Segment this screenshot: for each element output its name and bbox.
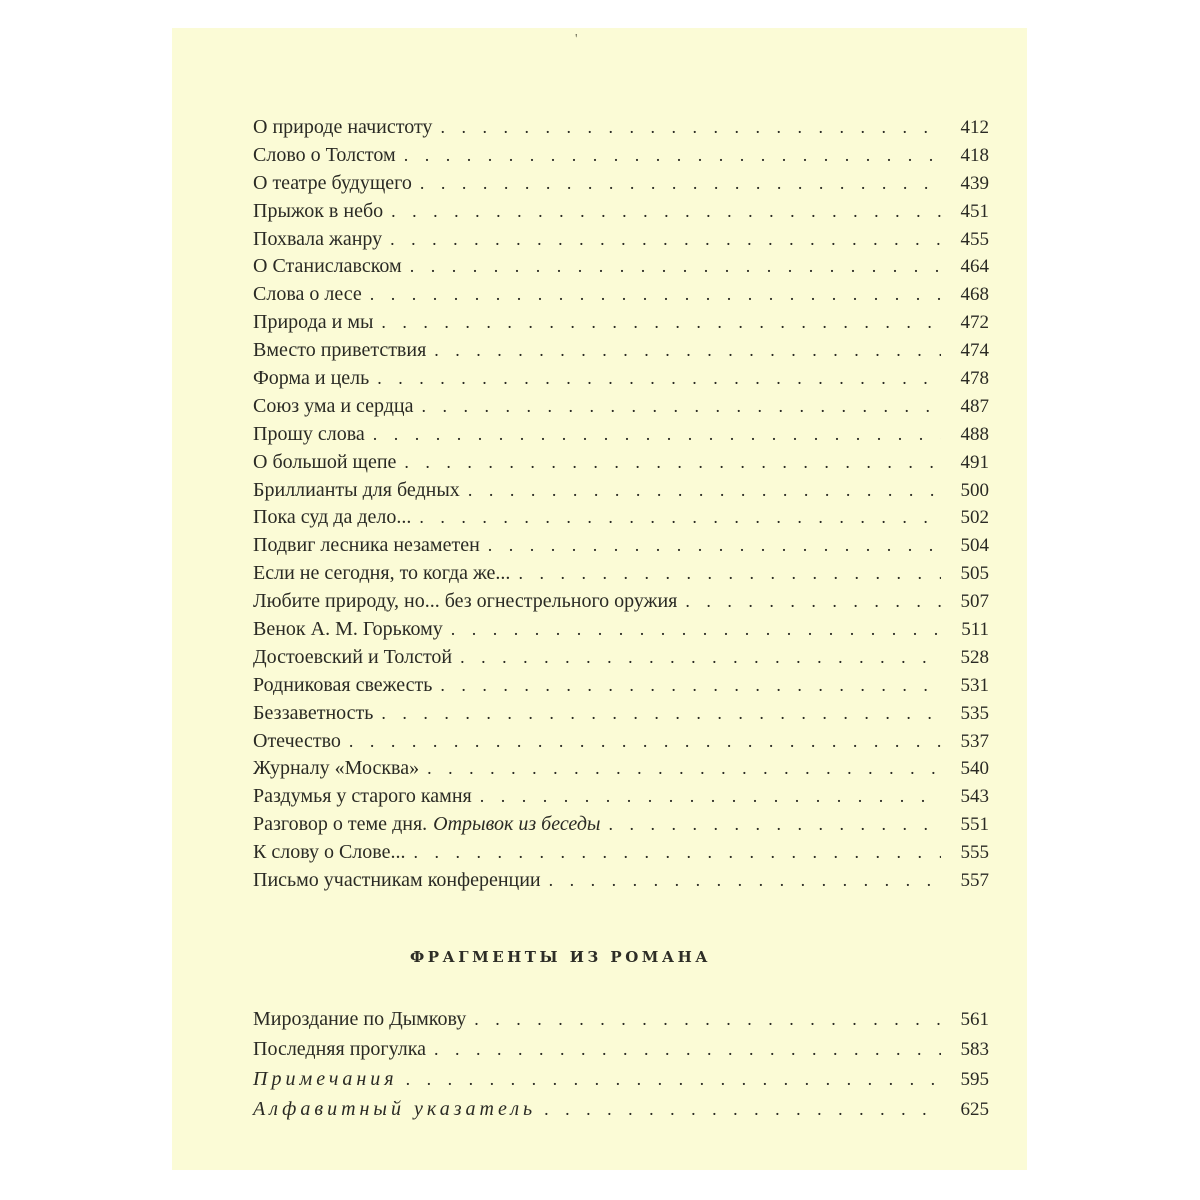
toc-entry-title: Последняя прогулка <box>253 1038 426 1060</box>
toc-entry-page-number: 439 <box>960 172 989 194</box>
section-heading: ФРАГМЕНТЫ ИЗ РОМАНА <box>410 948 711 966</box>
toc-entry-title: К слову о Слове... <box>253 841 406 864</box>
toc-entry-page-number: 583 <box>960 1039 989 1060</box>
dot-leader <box>426 1034 941 1064</box>
dot-leader <box>480 532 941 560</box>
toc-entry-page-number: 528 <box>960 646 989 668</box>
toc-entry <box>253 309 989 337</box>
toc-entry-page-number: 488 <box>960 423 989 445</box>
toc-entry <box>253 588 989 616</box>
toc-entry-page-number: 504 <box>960 535 989 557</box>
dot-leader <box>432 114 941 142</box>
dot-leader <box>472 783 941 811</box>
toc-entry-page-number: 451 <box>960 200 989 222</box>
toc-entry <box>253 532 989 560</box>
toc-entry <box>253 477 989 505</box>
toc-entry-title: Если не сегодня, то когда же... <box>253 562 511 585</box>
toc-entry <box>253 1094 989 1124</box>
toc-entry-page-number: 472 <box>960 312 989 334</box>
page-mark: ' <box>575 32 578 47</box>
toc-list-main <box>253 114 989 895</box>
toc-entry-page-number: 557 <box>960 870 989 892</box>
toc-entry-title: Прыжок в небо <box>253 199 384 222</box>
dot-leader <box>383 198 941 226</box>
toc-entry-title: О природе начистоту <box>253 116 433 138</box>
toc-entry <box>253 142 989 170</box>
dot-leader <box>402 253 941 281</box>
toc-entry-page-number: 555 <box>960 842 989 864</box>
dot-leader <box>398 1064 941 1094</box>
dot-leader <box>362 281 941 309</box>
toc-entry <box>253 504 989 532</box>
dot-leader <box>373 700 941 728</box>
toc-entry-title: Пока суд да дело... <box>253 506 412 529</box>
toc-entry-title: Слова о лесе <box>253 283 362 306</box>
toc-entry-page-number: 540 <box>960 758 989 780</box>
toc-entry <box>253 616 989 644</box>
toc-entry <box>253 281 989 309</box>
toc-entry-page-number: 418 <box>960 144 989 166</box>
toc-entry <box>253 253 989 281</box>
toc-entry <box>253 1064 989 1094</box>
toc-entry <box>253 811 989 839</box>
toc-entry-title: Вместо приветствия <box>253 339 427 362</box>
toc-entry-title: Союз ума и сердца <box>253 394 414 417</box>
dot-leader <box>460 477 941 505</box>
toc-entry <box>253 644 989 672</box>
toc-entry <box>253 560 989 588</box>
toc-entry <box>253 672 989 700</box>
toc-entry-title: Похвала жанру <box>253 227 383 250</box>
dot-leader <box>412 170 941 198</box>
dot-leader <box>443 616 941 644</box>
toc-entry-page-number: 537 <box>960 730 989 752</box>
dot-leader <box>414 393 941 421</box>
toc-entry-page-number: 561 <box>960 1009 989 1030</box>
toc-entry-title: Любите природу, но... без огнестрельного оружия <box>253 590 678 613</box>
toc-entry-page-number: 468 <box>960 284 989 306</box>
toc-entry-title: Прошу слова <box>253 422 365 445</box>
dot-leader <box>396 449 941 477</box>
toc-entry-title: Бриллианты для бедных <box>253 478 460 501</box>
toc-entry-title: Отечество <box>253 729 341 752</box>
dot-leader <box>541 867 941 895</box>
dot-leader <box>411 504 941 532</box>
toc-entry-title: Достоевский и Толстой <box>253 645 453 668</box>
toc-entry-subtitle: Отрывок из беседы <box>433 813 601 836</box>
dot-leader <box>432 672 941 700</box>
toc-entry-title: Форма и цель <box>253 367 370 390</box>
toc-entry-title: Беззаветность <box>253 701 374 724</box>
toc-entry-title: Слово о Толстом <box>253 143 396 166</box>
toc-entry-title: Раздумья у старого камня <box>253 785 472 808</box>
toc-entry-page-number: 551 <box>960 814 989 836</box>
toc-entry-title: Природа и мы <box>253 311 374 334</box>
dot-leader <box>510 560 941 588</box>
toc-entry-page-number: 507 <box>960 591 989 613</box>
dot-leader <box>382 226 941 254</box>
dot-leader <box>405 839 941 867</box>
book-page <box>172 28 1027 1170</box>
toc-entry <box>253 728 989 756</box>
toc-entry <box>253 337 989 365</box>
toc-entry <box>253 393 989 421</box>
toc-entry-page-number: 543 <box>960 786 989 808</box>
toc-entry <box>253 170 989 198</box>
toc-entry-page-number: 491 <box>960 451 989 473</box>
toc-list-fragments <box>253 1004 989 1124</box>
toc-entry <box>253 867 989 895</box>
toc-entry-title: Письмо участникам конференции <box>253 869 541 892</box>
toc-entry <box>253 755 989 783</box>
toc-entry <box>253 114 989 142</box>
toc-entry <box>253 226 989 254</box>
toc-entry <box>253 700 989 728</box>
toc-entry-page-number: 478 <box>960 368 989 390</box>
toc-entry-page-number: 535 <box>960 702 989 724</box>
toc-entry-page-number: 474 <box>960 340 989 362</box>
toc-entry-page-number: 625 <box>960 1099 989 1120</box>
toc-entry <box>253 839 989 867</box>
dot-leader <box>452 644 941 672</box>
toc-entry-title: Венок А. М. Горькому <box>253 618 443 641</box>
dot-leader <box>419 755 941 783</box>
toc-entry-page-number: 464 <box>960 256 989 278</box>
toc-entry-title: О театре будущего <box>253 171 412 194</box>
toc-entry <box>253 1004 989 1034</box>
toc-entry <box>253 783 989 811</box>
toc-entry <box>253 198 989 226</box>
toc-entry-title: Родниковая свежесть <box>253 673 433 696</box>
dot-leader <box>600 811 941 839</box>
toc-entry <box>253 1034 989 1064</box>
dot-leader <box>365 421 941 449</box>
toc-entry-page-number: 531 <box>960 674 989 696</box>
toc-entry-title: Разговор о теме дня. <box>253 813 428 836</box>
toc-entry-page-number: 487 <box>960 395 989 417</box>
toc-entry-title: Журналу «Москва» <box>253 757 420 780</box>
toc-entry-page-number: 500 <box>960 479 989 501</box>
toc-entry-page-number: 595 <box>960 1069 989 1090</box>
toc-entry-page-number: 502 <box>960 507 989 529</box>
toc-entry <box>253 365 989 393</box>
toc-entry-page-number: 455 <box>960 228 989 250</box>
dot-leader <box>677 588 941 616</box>
toc-entry-title: Мироздание по Дымкову <box>253 1008 467 1030</box>
dot-leader <box>536 1094 941 1124</box>
toc-entry-title: Алфавитный указатель <box>253 1098 537 1120</box>
dot-leader <box>426 337 941 365</box>
dot-leader <box>341 728 941 756</box>
toc-entry-page-number: 412 <box>960 117 989 138</box>
dot-leader <box>466 1004 941 1034</box>
dot-leader <box>373 309 941 337</box>
toc-entry-title: О Станиславском <box>253 255 402 278</box>
toc-entry-title: Примечания <box>253 1068 398 1090</box>
dot-leader <box>369 365 941 393</box>
toc-entry-title: Подвиг лесника незаметен <box>253 534 480 557</box>
toc-entry <box>253 449 989 477</box>
toc-entry-title: О большой щепе <box>253 450 397 473</box>
toc-entry <box>253 421 989 449</box>
dot-leader <box>396 142 941 170</box>
toc-entry-page-number: 511 <box>961 619 989 641</box>
toc-entry-page-number: 505 <box>960 563 989 585</box>
